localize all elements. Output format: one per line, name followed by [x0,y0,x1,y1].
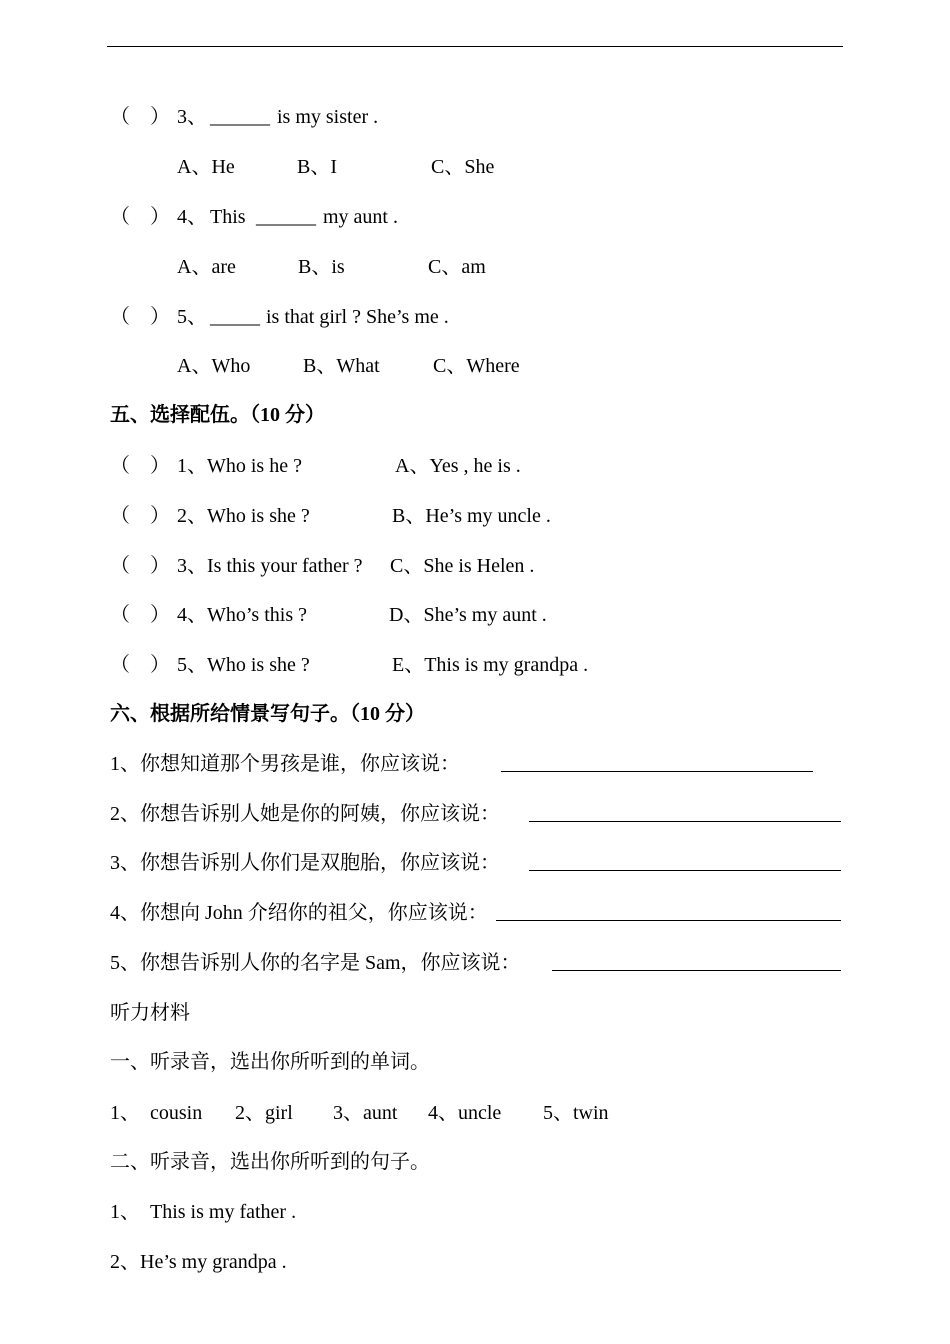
writing-prompt: 1、你想知道那个男孩是谁，你应该说： [110,753,460,775]
match-question: 4、Who’s this ? [177,604,307,626]
section-5-title: 五、选择配伍。（10 分） [110,404,325,426]
writing-prompt: 2、你想告诉别人她是你的阿姨，你应该说： [110,803,500,825]
writing-item [110,752,460,776]
match-question: 3、Is this your father ? [177,555,363,577]
listening-words [110,1101,609,1125]
word-item: 5、twin [543,1102,609,1124]
option-b: B、is [298,256,345,278]
writing-item [110,851,500,875]
answer-paren: （ ） [110,306,170,328]
question-number: 4、 [177,206,207,228]
match-question: 1、Who is he ? [177,455,302,477]
question-4-4 [110,205,398,229]
question-number: 5、 [177,306,207,328]
match-row [110,504,551,528]
options-4-3 [177,155,495,179]
question-number: 3、 [177,106,207,128]
option-c: C、She [431,156,495,178]
match-answer: E、This is my grandpa . [392,654,589,676]
question-blank: ______ [210,106,270,128]
answer-line[interactable] [496,901,841,921]
match-row [110,454,521,478]
option-b: B、I [297,156,337,178]
match-question: 2、Who is she ? [177,505,310,527]
question-pre: This [210,206,251,228]
question-text: my aunt . [323,206,398,228]
section-6-title: 六、根据所给情景写句子。（10 分） [110,703,425,725]
writing-item [110,951,521,975]
listening-part1-title: 一、听录音，选出你所听到的单词。 [110,1051,430,1073]
match-question: 5、Who is she ? [177,654,310,676]
match-answer: A、Yes , he is . [395,455,521,477]
option-a: A、are [177,256,236,278]
listening-title: 听力材料 [110,1002,190,1024]
answer-line[interactable] [529,802,841,822]
option-a: A、Who [177,355,251,377]
answer-paren: （ ） [110,206,170,228]
listening-sentence: 1、 This is my father . [110,1201,297,1223]
question-4-5 [110,305,449,329]
match-row [110,554,535,578]
writing-item [110,901,488,925]
option-a: A、He [177,156,235,178]
word-item: 2、girl [235,1102,293,1124]
answer-paren: （ ） [110,505,170,527]
listening-sentence: 2、He’s my grandpa . [110,1251,287,1273]
word-item: 3、aunt [333,1102,398,1124]
answer-paren: （ ） [110,604,170,626]
writing-prompt: 5、你想告诉别人你的名字是 Sam，你应该说： [110,952,521,974]
writing-prompt: 4、你想向 John 介绍你的祖父，你应该说： [110,902,488,924]
writing-prompt: 3、你想告诉别人你们是双胞胎，你应该说： [110,852,500,874]
writing-item [110,802,500,826]
answer-paren: （ ） [110,654,170,676]
question-blank: _____ [210,306,260,328]
answer-line[interactable] [552,951,841,971]
word-item: 1、 cousin [110,1102,203,1124]
match-answer: B、He’s my uncle . [392,505,551,527]
word-item: 4、uncle [428,1102,502,1124]
question-text: is my sister . [277,106,379,128]
option-c: C、am [428,256,486,278]
answer-paren: （ ） [110,106,170,128]
answer-line[interactable] [501,752,813,772]
answer-line[interactable] [529,851,841,871]
option-c: C、Where [433,355,520,377]
question-blank: ______ [256,206,316,228]
options-4-5 [177,354,520,378]
match-answer: D、She’s my aunt . [389,604,547,626]
answer-paren: （ ） [110,455,170,477]
option-b: B、What [303,355,380,377]
match-answer: C、She is Helen . [390,555,535,577]
options-4-4 [177,255,486,279]
question-4-3 [110,105,379,129]
match-row [110,603,547,627]
question-text: is that girl ? She’s me . [266,306,449,328]
header-rule [107,46,843,47]
answer-paren: （ ） [110,555,170,577]
match-row [110,653,589,677]
listening-part2-title: 二、听录音，选出你所听到的句子。 [110,1151,430,1173]
